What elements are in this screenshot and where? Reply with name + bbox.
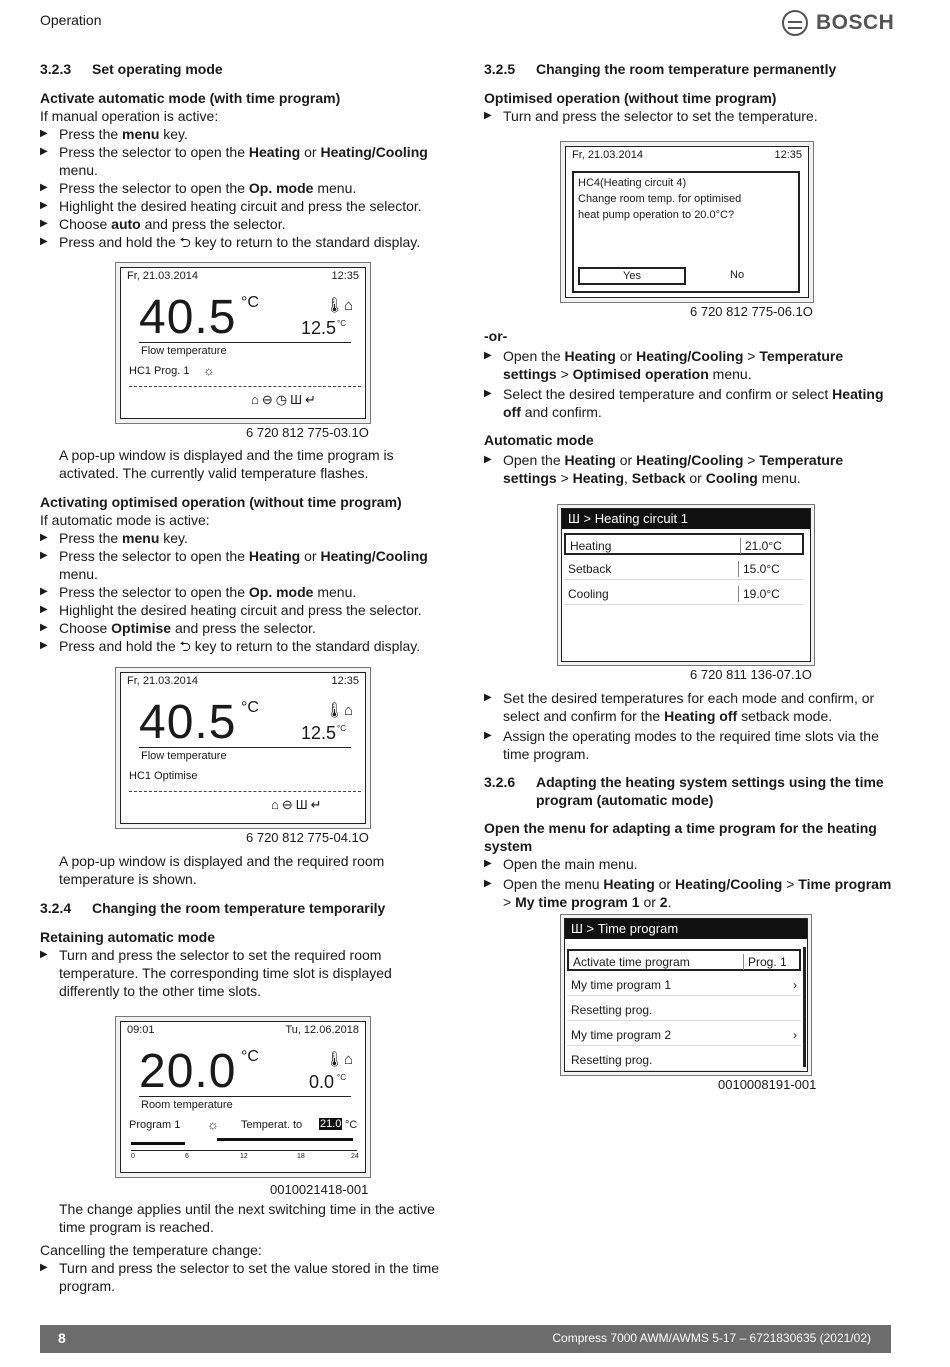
subheading: Activating optimised operation (without time program) <box>40 494 402 510</box>
figure-caption: 6 720 812 775-06.1O <box>690 304 813 319</box>
menu-row-my-program-1[interactable]: My time program 1 › <box>567 974 801 996</box>
list-item: ▶ Turn and press the selector to set the temperature. <box>484 108 818 124</box>
note-text: The change applies until the next switching time in the active time program is reached. <box>59 1201 435 1235</box>
outdoor-house-icon: 🌡⌂ <box>325 1051 354 1068</box>
menu-row-activate[interactable]: Activate time program Prog. 1 <box>567 949 801 971</box>
room-temperature-value: 12.5 <box>301 318 337 338</box>
subheading: Open the menu for adapting a time program for the heating system <box>484 820 877 854</box>
timeline-axis <box>131 1150 357 1151</box>
menu-row-my-program-2[interactable]: My time program 2 › <box>567 1024 801 1046</box>
figure-caption: 6 720 811 136-07.1O <box>690 667 812 682</box>
or-label: -or- <box>484 328 508 344</box>
list-item: ▶ Press the selector to open the Op. mode menu. <box>40 180 357 196</box>
outdoor-temp-unit: °C <box>337 1073 346 1082</box>
menu-row-heating[interactable]: Heating 21.0°C <box>564 533 804 555</box>
page-number: 8 <box>58 1330 66 1346</box>
temp-unit: °C <box>241 1048 259 1065</box>
list-item: ▶ Press the menu key. <box>40 530 188 546</box>
list-item: ▶ Turn and press the selector to set the required room temperature. The corresponding time slot is displayed differently to the other time slots. <box>40 947 392 999</box>
temp-unit: °C <box>241 294 259 311</box>
popup-line: heat pump operation to 20.0°C? <box>578 209 735 221</box>
document-reference: Compress 7000 AWM/AWMS 5-17 – 6721830635 (2021/02) <box>552 1331 871 1345</box>
status-icons: ⌂⊖Ш↵ <box>271 797 325 812</box>
list-item: ▶ Press the selector to open the Heating or Heating/Cooling menu. <box>40 548 428 582</box>
note-text: A pop-up window is displayed and the required room temperature is shown. <box>59 853 385 887</box>
left-column-3 <box>40 852 450 1000</box>
tick-label: 24 <box>351 1153 359 1160</box>
figure-caption: 0010008191-001 <box>718 1077 817 1092</box>
display-time: 12:35 <box>331 675 359 687</box>
display-status: HC1 Optimise <box>129 770 198 782</box>
menu-row-setback[interactable]: Setback 15.0°C <box>564 558 804 580</box>
divider <box>129 791 361 792</box>
display-status: HC1 Prog. 1 <box>129 365 190 377</box>
menu-title: Ш > Time program <box>565 919 807 939</box>
no-button[interactable]: No <box>730 269 745 281</box>
display-time: 12:35 <box>774 149 802 161</box>
chevron-right-icon: › <box>793 978 797 992</box>
divider <box>139 342 351 343</box>
room-temp-unit: °C <box>337 319 346 328</box>
flow-temperature-value: 40.5 <box>139 696 237 749</box>
popup-line: Change room temp. for optimised <box>578 193 742 205</box>
list-item: ▶ Open the main menu. <box>484 856 638 872</box>
bosch-logo <box>782 10 894 36</box>
list-item: ▶ Highlight the desired heating circuit and press the selector. <box>40 198 422 214</box>
scrollbar[interactable] <box>803 947 806 1067</box>
display-date: Fr, 21.03.2014 <box>127 675 198 687</box>
sun-icon: ☼ <box>207 1117 219 1132</box>
display-time-program-menu <box>560 914 812 1076</box>
timeslot-bar <box>217 1138 353 1141</box>
list-item: ▶ Assign the operating modes to the required time slots via the time program. <box>484 728 879 762</box>
flow-temperature-value: 40.5 <box>139 291 237 344</box>
program-name: Program 1 <box>129 1119 181 1131</box>
display-standard-auto <box>115 262 371 424</box>
tick-label: 6 <box>185 1153 189 1160</box>
room-temp-unit: °C <box>337 724 346 733</box>
status-icons: ⌂⊖◷Ш↵ <box>251 392 319 407</box>
subheading: Optimised operation (without time program) <box>484 90 777 106</box>
outdoor-house-icon: 🌡⌂ <box>325 297 354 314</box>
left-column-4 <box>40 1200 450 1295</box>
list-item: ▶ Open the Heating or Heating/Cooling > Temperature settings > Heating, Setback or Cooling menu. <box>484 452 844 486</box>
room-temperature-value: 12.5 <box>301 723 337 743</box>
section-heading: 3.2.6 Adapting the heating system settings using the time program (automatic mode) <box>484 774 884 808</box>
display-label: Flow temperature <box>141 345 227 357</box>
display-standard-optimise <box>115 667 371 829</box>
display-label: Room temperature <box>141 1099 233 1111</box>
section-heading: 3.2.5 Changing the room temperature permanently <box>484 61 837 77</box>
setpoint-value: 21.0 <box>320 1118 342 1130</box>
step-list <box>40 529 450 655</box>
display-date: Fr, 21.03.2014 <box>572 149 643 161</box>
subheading: Activate automatic mode (with time program) <box>40 90 341 106</box>
section-heading: 3.2.3 Set operating mode <box>40 61 223 77</box>
display-date: Tu, 12.06.2018 <box>285 1024 359 1036</box>
tick-label: 0 <box>131 1153 135 1160</box>
tick-label: 12 <box>240 1153 248 1160</box>
page-footer <box>40 1325 891 1353</box>
display-heating-circuit-menu <box>557 504 815 666</box>
outdoor-temperature-value: 0.0 <box>309 1072 335 1092</box>
list-item: ▶ Press and hold the ⮌ key to return to the standard display. <box>40 638 421 654</box>
display-room-temp-change <box>115 1016 371 1178</box>
figure-caption: 6 720 812 775-04.1O <box>246 830 369 845</box>
brand-name: BOSCH <box>816 11 895 34</box>
display-time: 09:01 <box>127 1024 155 1036</box>
temperat-label: Temperat. to <box>241 1119 303 1131</box>
right-column <box>484 60 894 125</box>
list-item: ▶ Highlight the desired heating circuit and press the selector. <box>40 602 422 618</box>
right-column-2 <box>484 327 894 487</box>
temp-unit: °C <box>241 699 259 716</box>
yes-button[interactable]: Yes <box>578 267 686 285</box>
display-label: Flow temperature <box>141 750 227 762</box>
divider <box>139 1096 351 1097</box>
display-popup-optimised <box>560 141 814 303</box>
intro-text: Cancelling the temperature change: <box>40 1242 262 1258</box>
outdoor-house-icon: 🌡⌂ <box>325 702 354 719</box>
chevron-right-icon: › <box>793 1028 797 1042</box>
list-item: ▶ Open the Heating or Heating/Cooling > Temperature settings > Optimised operation menu. <box>484 348 844 382</box>
menu-row-reset-1[interactable]: Resetting prog. <box>567 999 801 1021</box>
tick-label: 18 <box>297 1153 305 1160</box>
list-item: ▶ Choose Optimise and press the selector. <box>40 620 316 636</box>
intro-text: If manual operation is active: <box>40 108 219 124</box>
step-list <box>40 125 450 251</box>
list-item: ▶ Press and hold the ⮌ key to return to the standard display. <box>40 234 421 250</box>
figure-caption: 0010021418-001 <box>270 1182 369 1197</box>
subheading: Retaining automatic mode <box>40 929 216 945</box>
display-date: Fr, 21.03.2014 <box>127 270 198 282</box>
menu-row-reset-2[interactable]: Resetting prog. <box>567 1049 801 1071</box>
list-item: ▶ Turn and press the selector to set the value stored in the time program. <box>40 1260 440 1294</box>
setpoint-unit: °C <box>345 1119 358 1131</box>
list-item: ▶ Choose auto and press the selector. <box>40 216 286 232</box>
list-item: ▶ Press the menu key. <box>40 126 188 142</box>
section-header: Operation <box>40 12 102 28</box>
menu-row-cooling[interactable]: Cooling 19.0°C <box>564 583 804 605</box>
intro-text: If automatic mode is active: <box>40 512 210 528</box>
right-column-3 <box>484 689 894 911</box>
bosch-armature-icon <box>782 10 808 36</box>
display-time: 12:35 <box>331 270 359 282</box>
divider <box>139 747 351 748</box>
list-item: ▶ Press the selector to open the Heating or Heating/Cooling menu. <box>40 144 428 178</box>
popup-dialog <box>572 171 800 293</box>
figure-caption: 6 720 812 775-03.1O <box>246 425 369 440</box>
menu-title: Ш > Heating circuit 1 <box>562 509 810 529</box>
list-item: ▶ Open the menu Heating or Heating/Cooling > Time program > My time program 1 or 2. <box>484 876 892 910</box>
left-column-2 <box>40 446 450 655</box>
list-item: ▶ Select the desired temperature and confirm or select Heating off and confirm. <box>484 386 884 420</box>
section-heading: 3.2.4 Changing the room temperature temporarily <box>40 900 386 916</box>
note-text: A pop-up window is displayed and the time program is activated. The currently valid temperature flashes. <box>59 447 394 481</box>
list-item: ▶ Press the selector to open the Op. mode menu. <box>40 584 357 600</box>
list-item: ▶ Set the desired temperatures for each mode and confirm, or select and confirm for the Heating off setback mode. <box>484 690 875 724</box>
left-column <box>40 60 450 251</box>
timeslot-bar <box>131 1142 185 1145</box>
subheading: Automatic mode <box>484 432 594 448</box>
room-temperature-value: 20.0 <box>139 1045 237 1098</box>
divider <box>129 386 361 387</box>
sun-icon: ☼ <box>203 363 215 378</box>
popup-line: HC4(Heating circuit 4) <box>578 177 687 189</box>
